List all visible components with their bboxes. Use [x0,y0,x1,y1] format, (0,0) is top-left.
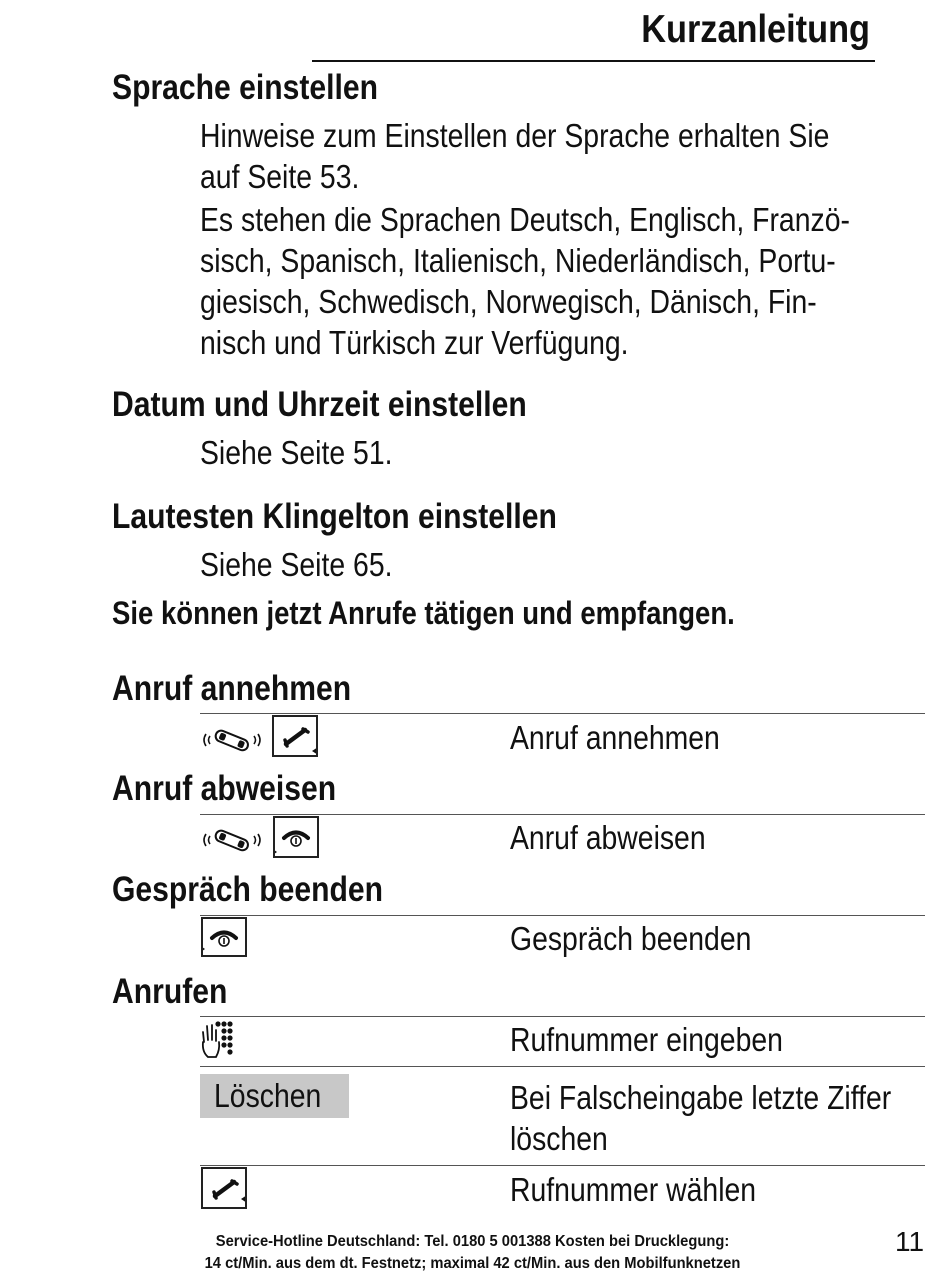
page-title: Kurzanleitung [641,8,870,51]
ringing-phone-icon [200,726,264,754]
row-description: Rufnummer wählen [510,1171,757,1208]
heading-datum-uhrzeit: Datum und Uhrzeit einstellen [112,385,527,424]
row-description: Gespräch beenden [510,920,752,957]
paragraph-line: sisch, Spanisch, Italienisch, Niederländisch, Portu- [200,242,836,279]
header-rule [312,60,875,62]
heading-anruf-abweisen: Anruf abweisen [112,769,337,808]
statement-text: Sie können jetzt Anrufe tätigen und empfangen. [112,595,735,631]
table-rule [200,1016,925,1017]
softkey-label: Löschen [214,1077,322,1114]
row-description: Anruf annehmen [510,719,720,756]
row-description: Bei Falscheingabe letzte Ziffer [510,1079,892,1116]
page-number: 11 [895,1226,925,1257]
heading-klingelton: Lautesten Klingelton einstellen [112,497,557,536]
ringing-phone-icon [200,826,264,854]
heading-sprache-einstellen: Sprache einstellen [112,68,378,107]
paragraph-line: auf Seite 53. [200,158,360,195]
end-key-icon [273,816,319,858]
keypad-hand-icon [200,1020,236,1060]
paragraph-line: Siehe Seite 65. [200,546,393,583]
paragraph-line: nisch und Türkisch zur Verfügung. [200,324,629,361]
row-description: löschen [510,1120,608,1157]
heading-anruf-annehmen: Anruf annehmen [112,669,352,708]
paragraph-line: Hinweise zum Einstellen der Sprache erhalten Sie [200,117,830,154]
paragraph-line: giesisch, Schwedisch, Norwegisch, Dänisch, Fin- [200,283,817,320]
paragraph-line: Siehe Seite 51. [200,434,393,471]
table-rule [200,1165,925,1166]
heading-anrufen: Anrufen [112,972,228,1011]
row-description: Anruf abweisen [510,819,706,856]
loeschen-softkey[interactable] [200,1074,349,1118]
footer-hotline-line1: Service-Hotline Deutschland: Tel. 0180 5 001388 Kosten bei Drucklegung: [215,1233,730,1250]
table-rule [200,915,925,916]
call-key-icon [201,1167,247,1209]
call-key-icon [272,715,318,757]
end-key-icon [201,917,247,957]
table-rule [200,713,925,714]
row-description: Rufnummer eingeben [510,1021,783,1058]
table-rule [200,1066,925,1067]
table-rule [200,814,925,815]
paragraph-line: Es stehen die Sprachen Deutsch, Englisch, Franzö- [200,201,850,238]
heading-gespraech-beenden: Gespräch beenden [112,870,383,909]
footer-hotline-line2: 14 ct/Min. aus dem dt. Festnetz; maximal 42 ct/Min. aus den Mobilfunknetzen [204,1255,741,1272]
